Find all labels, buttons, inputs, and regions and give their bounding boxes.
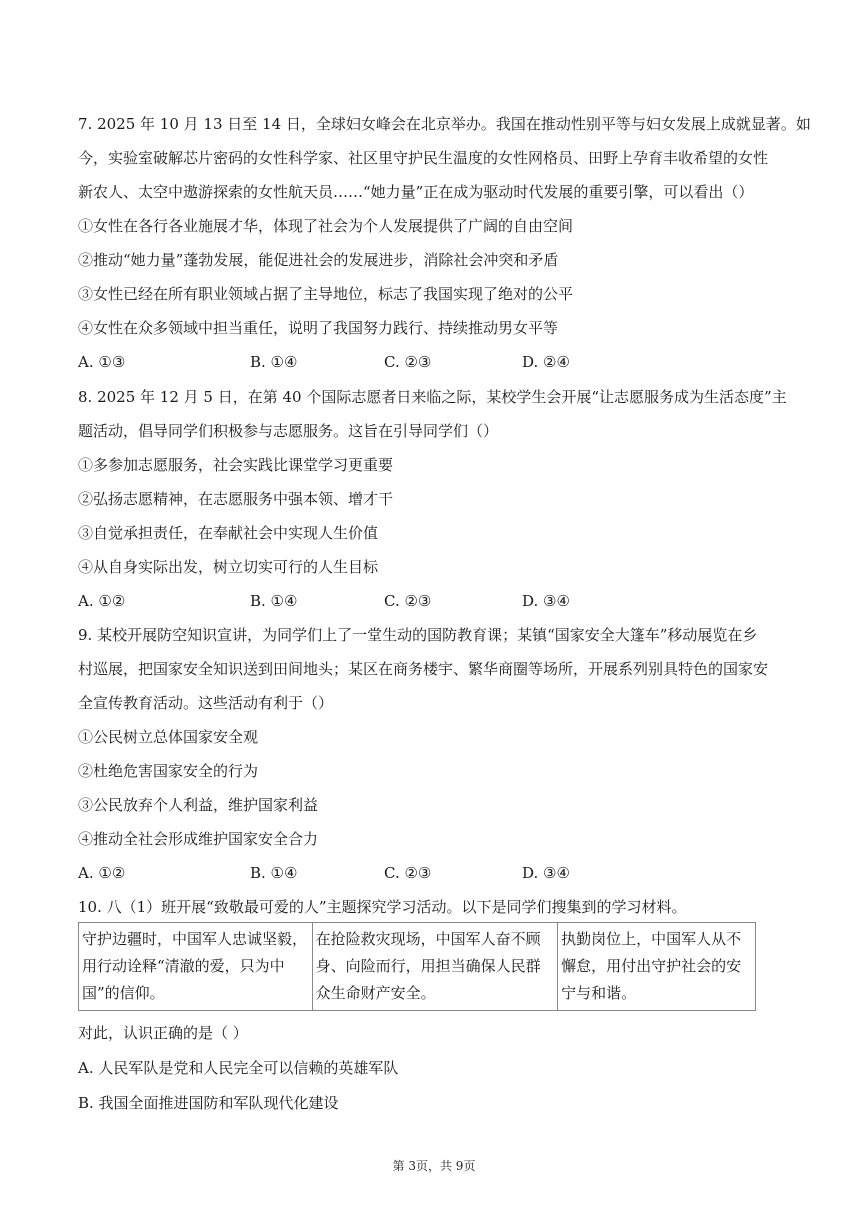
q10-option-a: A. 人民军队是党和人民完全可以信赖的英雄军队 xyxy=(78,1059,399,1077)
q9-option-c: C. ②③ xyxy=(384,864,432,882)
q8-options xyxy=(78,591,778,611)
material-cell-1: 守护边疆时，中国军人忠诚坚毅，用行动诠释“清澈的爱，只为中国”的信仰。 xyxy=(79,923,313,1011)
q8-option-d: D. ③④ xyxy=(522,592,570,610)
q7-stem-line: 新农人、太空中遨游探索的女性航天员……“她力量”正在成为驱动时代发展的重要引擎，可以看出（） xyxy=(78,183,754,201)
q9-item-3: ③公民放弃个人利益，维护国家利益 xyxy=(78,796,319,814)
page-footer: 第 3页，共 9页 xyxy=(392,1159,476,1173)
q9-item-4: ④推动全社会形成维护国家安全合力 xyxy=(78,830,319,848)
q7-stem-line: 今，实验室破解芯片密码的女性科学家、社区里守护民生温度的女性网格员、田野上孕育丰收希望的女性 xyxy=(78,149,769,167)
q7-option-a: A. ①③ xyxy=(78,353,126,371)
q9-item-1: ①公民树立总体国家安全观 xyxy=(78,728,259,746)
q7-item-1: ①女性在各行各业施展才华，体现了社会为个人发展提供了广阔的自由空间 xyxy=(78,217,574,235)
q8-option-b: B. ①④ xyxy=(250,592,298,610)
q7-options xyxy=(78,352,778,372)
q10-stem: 10. 八（1）班开展“致敬最可爱的人”主题探究学习活动。以下是同学们搜集到的学习材料。 xyxy=(78,898,687,916)
q9-option-a: A. ①② xyxy=(78,864,126,882)
q8-option-c: C. ②③ xyxy=(384,592,432,610)
q10-question: 对此，认识正确的是（ ） xyxy=(78,1024,248,1042)
q9-stem-line: 全宣传教育活动。这些活动有利于（） xyxy=(78,694,334,712)
q7-item-2: ②推动“她力量”蓬勃发展，能促进社会的发展进步，消除社会冲突和矛盾 xyxy=(78,251,559,269)
q9-option-b: B. ①④ xyxy=(250,864,298,882)
q9-options xyxy=(78,863,778,883)
q8-option-a: A. ①② xyxy=(78,592,126,610)
material-cell-3: 执勤岗位上，中国军人从不懈怠，用付出守护社会的安宁与和谐。 xyxy=(558,923,756,1011)
q8-item-4: ④从自身实际出发，树立切实可行的人生目标 xyxy=(78,558,379,576)
q9-option-d: D. ③④ xyxy=(522,864,570,882)
q7-stem-line: 7. 2025 年 10 月 13 日至 14 日，全球妇女峰会在北京举办。我国在推动性别平等与妇女发展上成就显著。如 xyxy=(78,115,811,133)
q9-item-2: ②杜绝危害国家安全的行为 xyxy=(78,762,259,780)
q7-item-4: ④女性在众多领域中担当重任，说明了我国努力践行、持续推动男女平等 xyxy=(78,319,559,337)
q8-stem-line: 8. 2025 年 12 月 5 日，在第 40 个国际志愿者日来临之际，某校学生会开展“让志愿服务成为生活态度”主 xyxy=(78,388,787,406)
q8-item-3: ③自觉承担责任，在奉献社会中实现人生价值 xyxy=(78,524,379,542)
q10-material-table xyxy=(78,922,756,1011)
q8-stem-line: 题活动，倡导同学们积极参与志愿服务。这旨在引导同学们（） xyxy=(78,422,499,440)
material-cell-2: 在抢险救灾现场，中国军人奋不顾身、向险而行，用担当确保人民群众生命财产安全。 xyxy=(312,923,558,1011)
q9-stem-line: 9. 某校开展防空知识宣讲，为同学们上了一堂生动的国防教育课；某镇“国家安全大篷车”移动展览在乡 xyxy=(78,626,758,644)
q8-item-2: ②弘扬志愿精神，在志愿服务中强本领、增才干 xyxy=(78,490,394,508)
table-row xyxy=(79,923,756,1011)
q7-item-3: ③女性已经在所有职业领域占据了主导地位，标志了我国实现了绝对的公平 xyxy=(78,285,574,303)
q7-option-b: B. ①④ xyxy=(250,353,298,371)
q8-item-1: ①多参加志愿服务，社会实践比课堂学习更重要 xyxy=(78,456,394,474)
q10-option-b: B. 我国全面推进国防和军队现代化建设 xyxy=(78,1094,339,1112)
q7-option-d: D. ②④ xyxy=(522,353,570,371)
q7-option-c: C. ②③ xyxy=(384,353,432,371)
q9-stem-line: 村巡展，把国家安全知识送到田间地头；某区在商务楼宇、繁华商圈等场所，开展系列别具特色的国家安 xyxy=(78,660,769,678)
